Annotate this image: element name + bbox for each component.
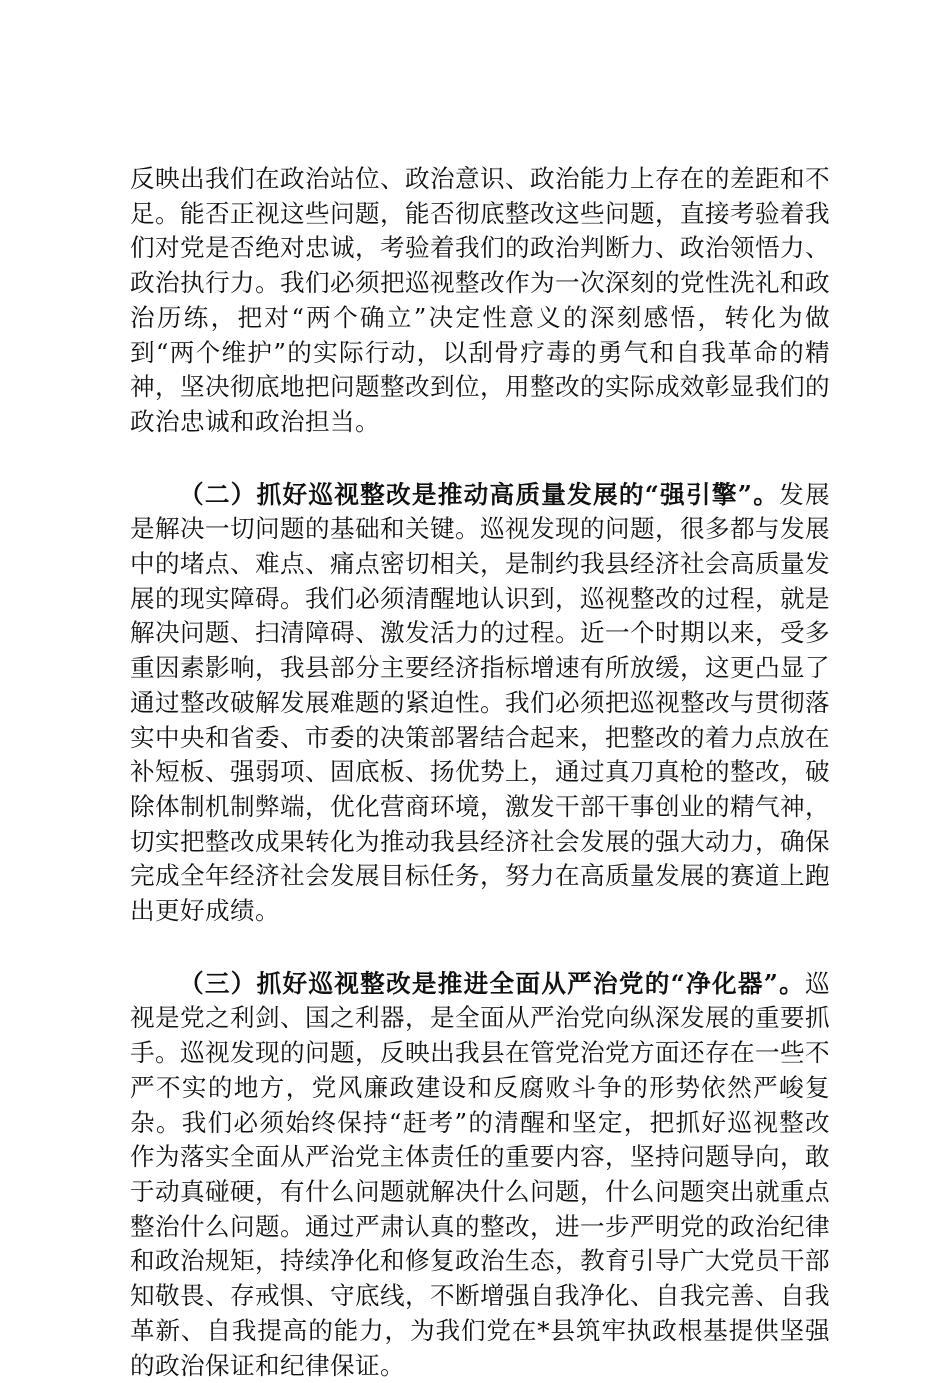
paragraph-2-text: 发展是解决一切问题的基础和关键。巡视发现的问题，很多都与发展中的堵点、难点、痛点密切相关，是制约我县经济社会高质量发展的现实障碍。我们必须清醒地认识到，巡视整改的过程，就是解决问题、扫清障碍、激发活力的过程。近一个时期以来，受多重因素影响，我县部分主要经济指标增速有所放缓，这更凸显了通过整改破解发展难题的紧迫性。我们必须把巡视整改与贯彻落实中央和省委、市委的决策部署结合起来，把整改的着力点放在补短板、强弱项、固底板、扬优势上，通过真刀真枪的整改，破除体制机制弊端，优化营商环境，激发干部干事创业的精气神，切实把整改成果转化为推动我县经济社会发展的强大动力，确保完成全年经济社会发展目标任务，努力在高质量发展的赛道上跑出更好成绩。: [130, 479, 830, 926]
paragraph-gap: [130, 440, 830, 478]
paragraph-3: [130, 967, 830, 1383]
paragraph-1-text: 反映出我们在政治站位、政治意识、政治能力上存在的差距和不足。能否正视这些问题，能否彻底整改这些问题，直接考验着我们对党是否绝对忠诚，考验着我们的政治判断力、政治领悟力、政治执行力。我们必须把巡视整改作为一次深刻的党性洗礼和政治历练，把对“两个确立”决定性意义的深刻感悟，转化为做到“两个维护”的实际行动，以刮骨疗毒的勇气和自我革命的精神，坚决彻底地把问题整改到位，用整改的实际成效彰显我们的政治忠诚和政治担当。: [130, 164, 830, 436]
document-page: [130, 162, 830, 1383]
section-heading-3: （三）抓好巡视整改是推进全面从严治党的“净化器”。: [179, 968, 805, 998]
paragraph-gap: [130, 929, 830, 967]
paragraph-2: [130, 478, 830, 929]
paragraph-1: [130, 162, 830, 440]
section-heading-2: （二）抓好巡视整改是推动高质量发展的“强引擎”。: [179, 479, 780, 509]
paragraph-3-text: 巡视是党之利剑、国之利器，是全面从严治党向纵深发展的重要抓手。巡视发现的问题，反映出我县在管党治党方面还存在一些不严不实的地方，党风廉政建设和反腐败斗争的形势依然严峻复杂。我们必须始终保持“赶考”的清醒和坚定，把抓好巡视整改作为落实全面从严治党主体责任的重要内容，坚持问题导向，敢于动真碰硬，有什么问题就解决什么问题，什么问题突出就重点整治什么问题。通过严肃认真的整改，进一步严明党的政治纪律和政治规矩，持续净化和修复政治生态，教育引导广大党员干部知敬畏、存戒惧、守底线，不断增强自我净化、自我完善、自我革新、自我提高的能力，为我们党在*县筑牢执政根基提供坚强的政治保证和纪律保证。: [130, 968, 830, 1380]
